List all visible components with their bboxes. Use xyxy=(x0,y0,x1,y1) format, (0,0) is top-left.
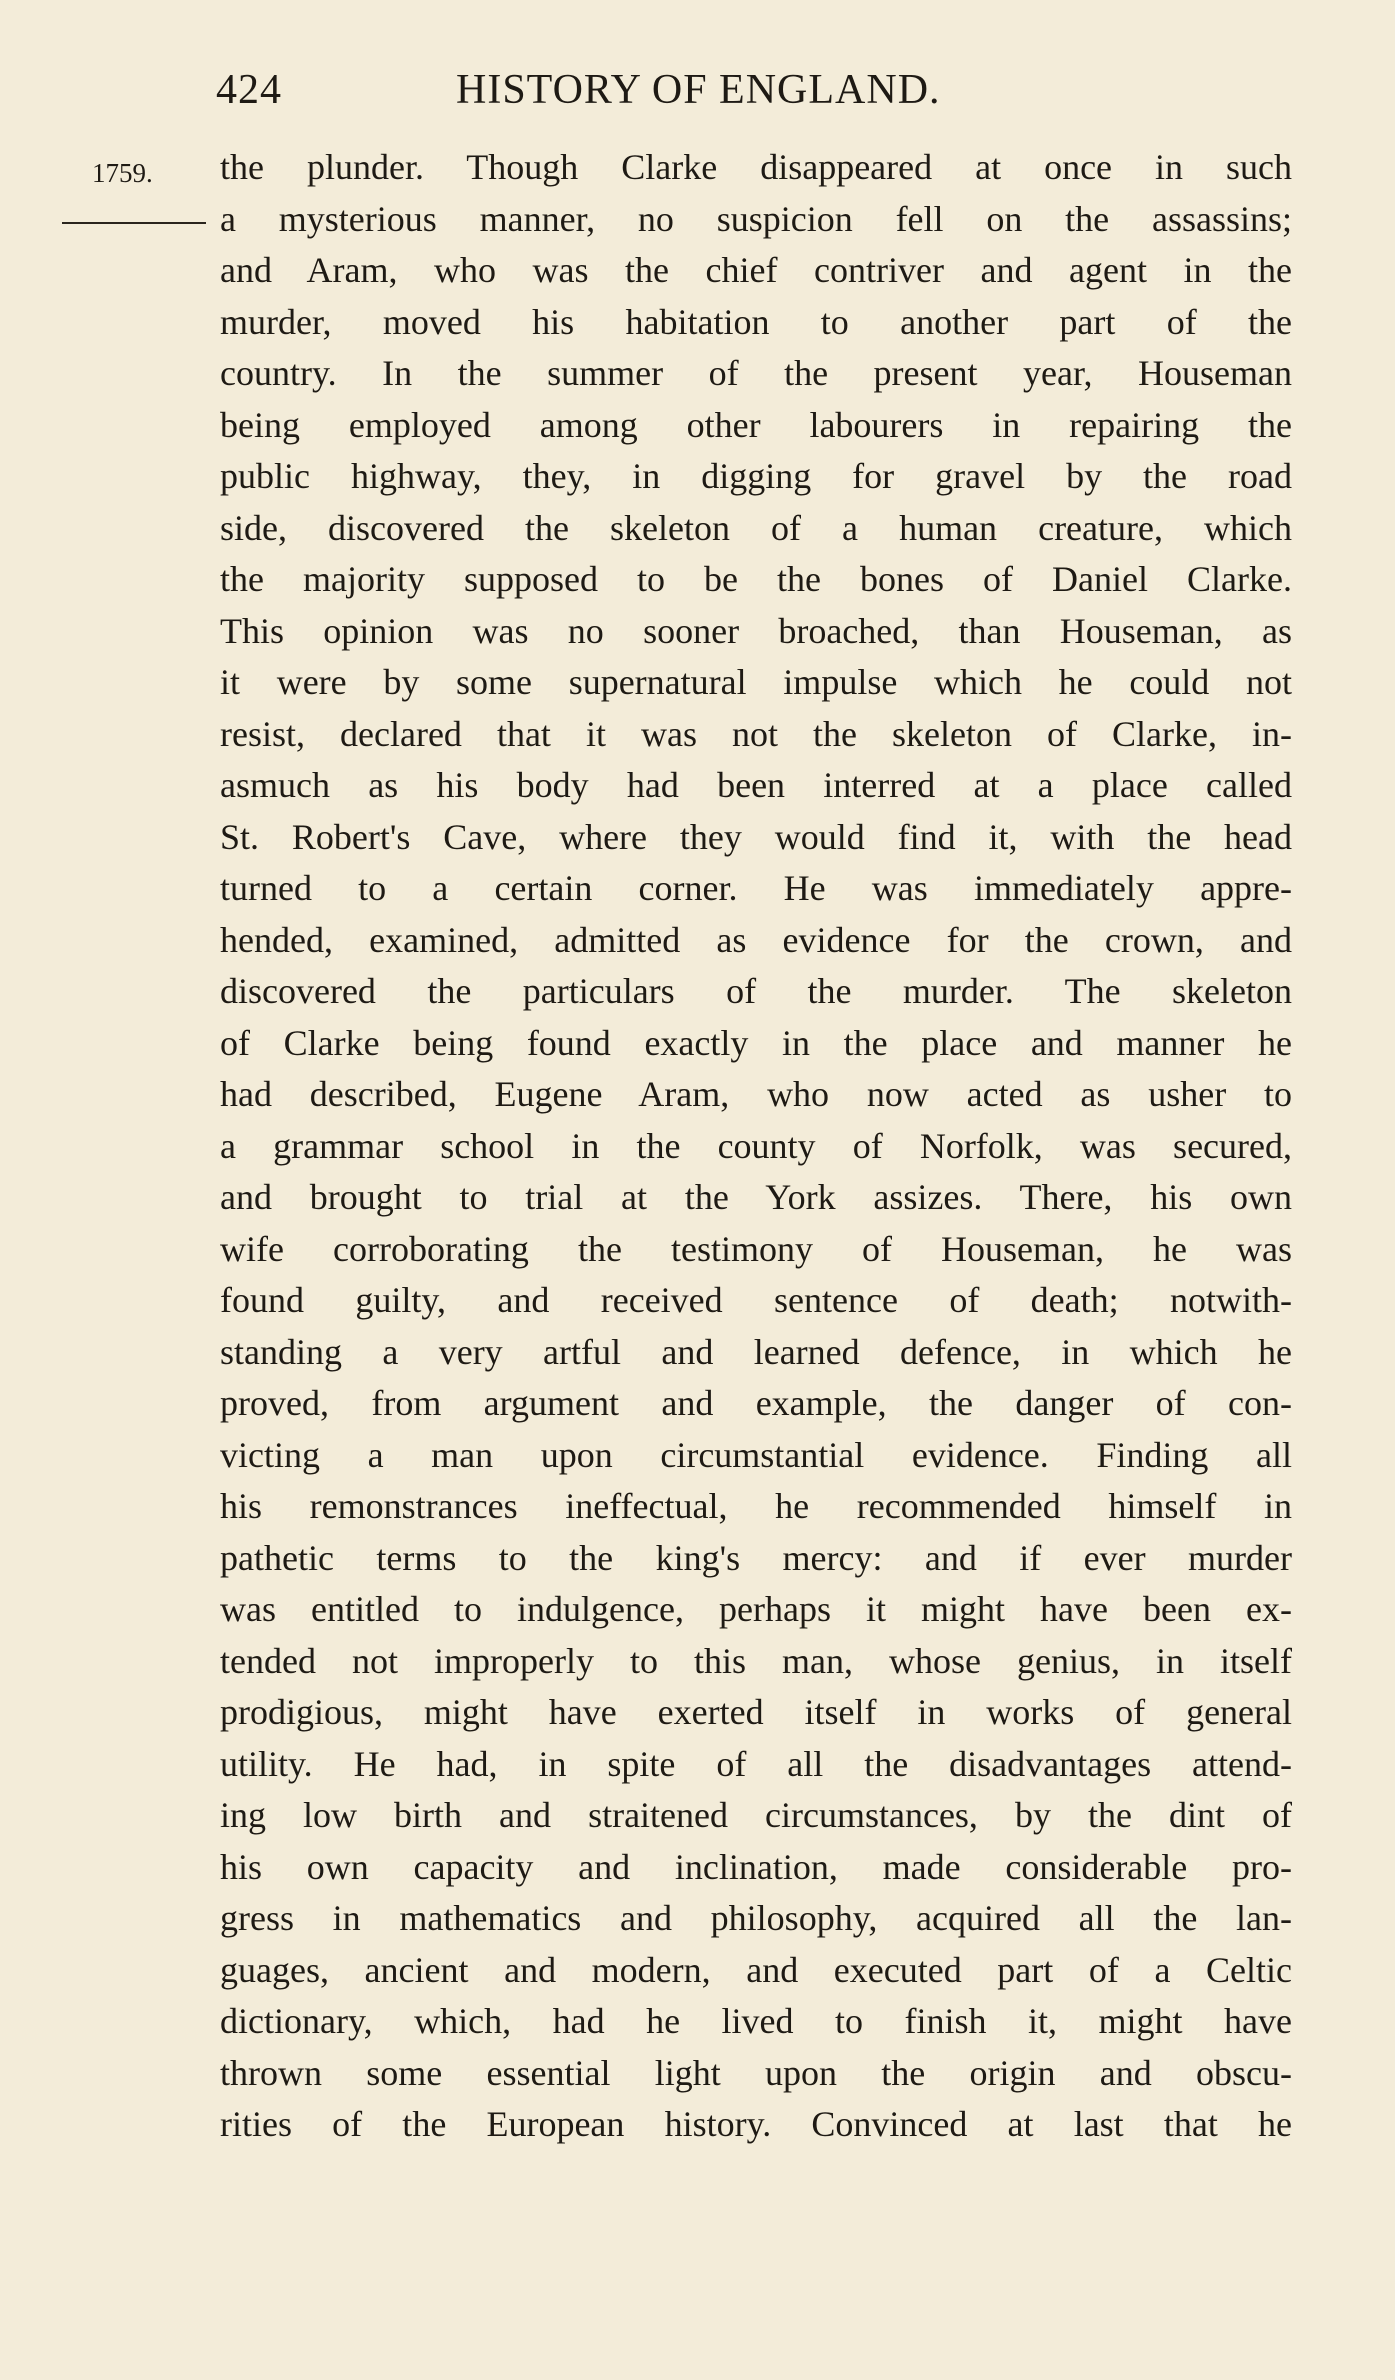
text-line: his own capacity and inclination, made considerable pro- xyxy=(220,1846,1292,1887)
page-number: 424 xyxy=(216,67,282,113)
text-line: turned to a certain corner. He was immediately appre- xyxy=(220,868,1292,908)
text-line: and brought to trial at the York assizes. There, his own xyxy=(220,1177,1292,1217)
text-line: rities of the European history. Convinced at last that he xyxy=(220,2104,1292,2144)
text-line: discovered the particulars of the murder. The skeleton xyxy=(220,971,1292,1011)
text-line: of Clarke being found exactly in the place and manner he xyxy=(220,1022,1292,1063)
text-line: proved, from argument and example, the danger of con- xyxy=(220,1383,1292,1423)
text-line: standing a very artful and learned defence, in which he xyxy=(220,1331,1292,1372)
text-line: had described, Eugene Aram, who now acted as usher to xyxy=(220,1074,1292,1114)
text-line: being employed among other labourers in repairing the xyxy=(220,404,1292,445)
text-line: victing a man upon circumstantial evidence. Finding all xyxy=(220,1434,1292,1475)
text-line: dictionary, which, had he lived to finish it, might have xyxy=(220,2001,1292,2041)
text-line: public highway, they, in digging for gravel by the road xyxy=(220,456,1292,496)
text-line: ing low birth and straitened circumstances, by the dint of xyxy=(220,1795,1292,1835)
text-line: This opinion was no sooner broached, than Houseman, as xyxy=(220,610,1292,651)
text-line: side, discovered the skeleton of a human creature, which xyxy=(220,507,1292,548)
text-line: murder, moved his habitation to another part of the xyxy=(220,301,1292,342)
text-line: his remonstrances ineffectual, he recommended himself in xyxy=(220,1486,1292,1526)
text-line: hended, examined, admitted as evidence for the crown, and xyxy=(220,919,1292,960)
text-line: the majority supposed to be the bones of Daniel Clarke. xyxy=(220,559,1292,599)
text-line: it were by some supernatural impulse which he could not xyxy=(220,662,1292,702)
margin-rule xyxy=(62,222,206,224)
text-line: thrown some essential light upon the origin and obscu- xyxy=(220,2052,1292,2093)
running-title: HISTORY OF ENGLAND. xyxy=(456,67,941,113)
text-line: pathetic terms to the king's mercy: and if ever murder xyxy=(220,1537,1292,1578)
text-line: utility. He had, in spite of all the disadvantages attend- xyxy=(220,1743,1292,1784)
text-line: guages, ancient and modern, and executed part of a Celtic xyxy=(220,1949,1292,1990)
text-line: wife corroborating the testimony of Houseman, he was xyxy=(220,1228,1292,1269)
running-head xyxy=(216,66,1292,126)
text-line: asmuch as his body had been interred at a place called xyxy=(220,765,1292,805)
text-line: the plunder. Though Clarke disappeared at once in such xyxy=(220,147,1292,187)
text-line: prodigious, might have exerted itself in works of general xyxy=(220,1692,1292,1732)
text-line: was entitled to indulgence, perhaps it might have been ex- xyxy=(220,1589,1292,1629)
text-line: a grammar school in the county of Norfolk, was secured, xyxy=(220,1125,1292,1166)
text-line: tended not improperly to this man, whose genius, in itself xyxy=(220,1640,1292,1681)
text-line: country. In the summer of the present year, Houseman xyxy=(220,353,1292,393)
text-line: St. Robert's Cave, where they would find it, with the head xyxy=(220,816,1292,857)
body-text xyxy=(220,142,1292,2151)
text-line: resist, declared that it was not the skeleton of Clarke, in- xyxy=(220,713,1292,754)
text-line: gress in mathematics and philosophy, acquired all the lan- xyxy=(220,1898,1292,1938)
text-line: found guilty, and received sentence of death; notwith- xyxy=(220,1280,1292,1320)
text-line: and Aram, who was the chief contriver and agent in the xyxy=(220,250,1292,290)
margin-year-note: 1759. xyxy=(92,158,153,188)
text-line: a mysterious manner, no suspicion fell on the assassins; xyxy=(220,198,1292,239)
